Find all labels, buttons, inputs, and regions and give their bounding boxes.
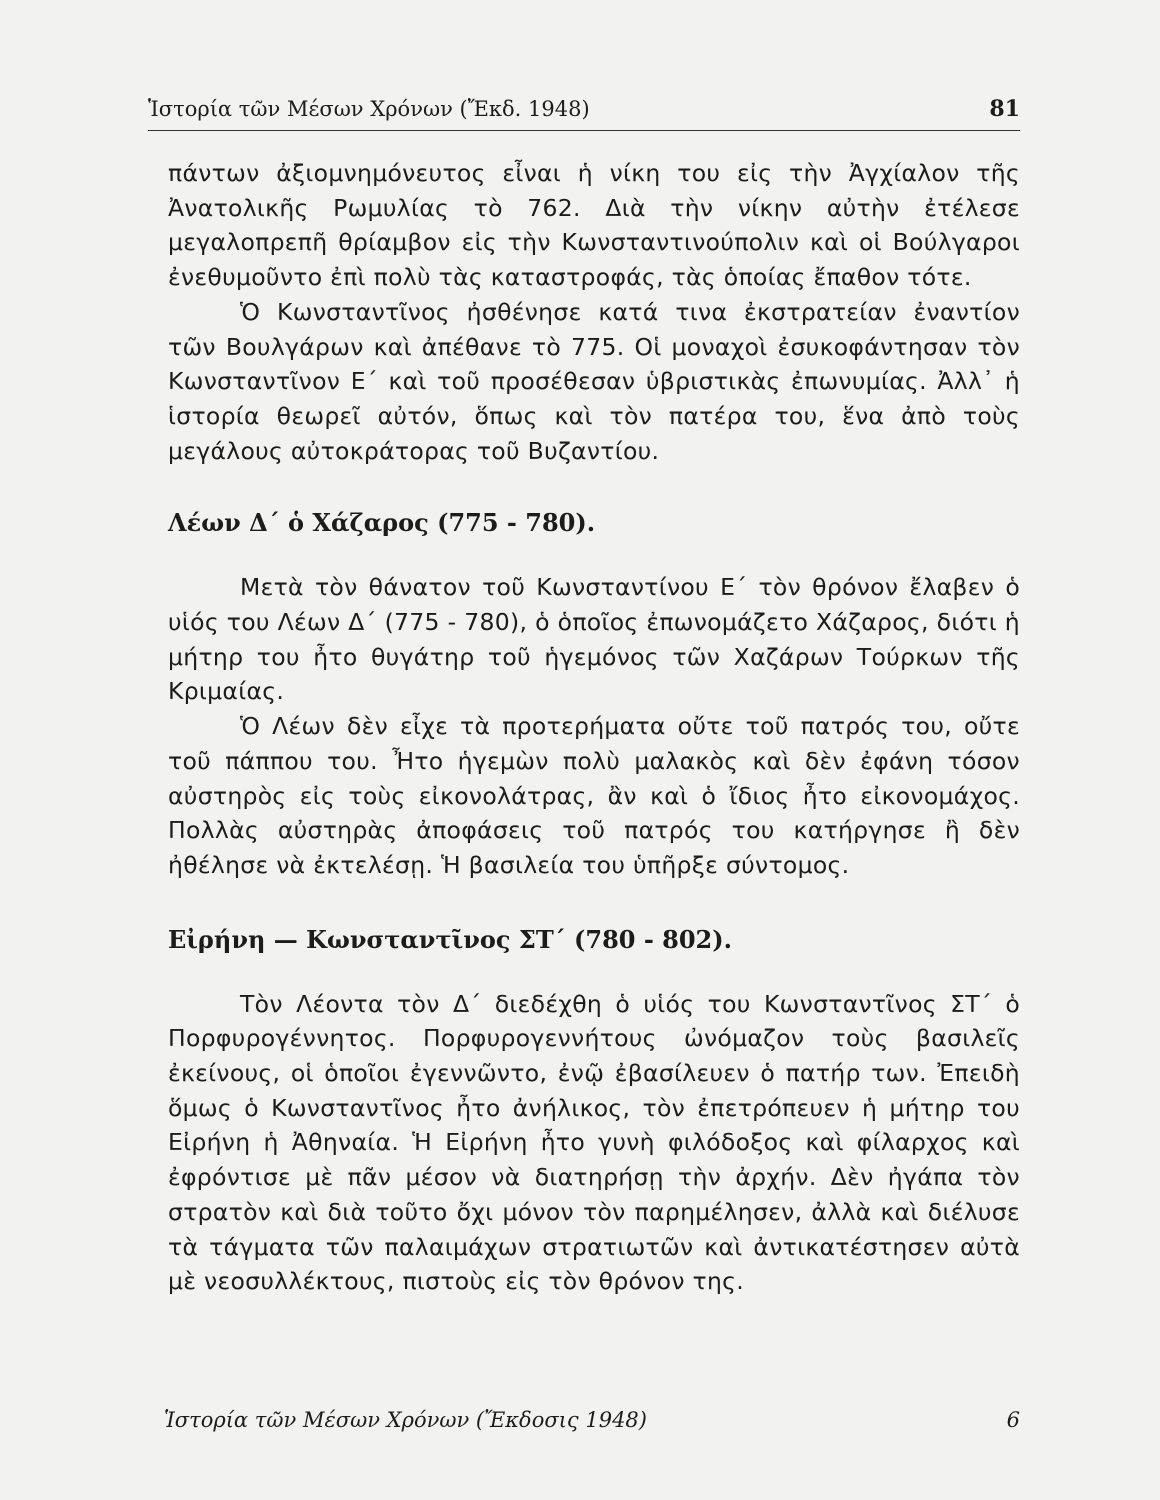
section-heading-leon: Λέων Δ΄ ὁ Χάζαρος (775 - 780). xyxy=(168,508,596,538)
running-header xyxy=(148,96,1020,131)
paragraph-5: Τὸν Λέοντα τὸν Δ΄ διεδέχθη ὁ υἱός του Κωνσταντῖνος ΣΤ΄ ὁ Πορφυρογέννητος. Πορφυρογεννήτους ὠνόμαζον τοὺς βασιλεῖς ἐκείνους, οἱ ὁποῖοι ἐγεννῶντο, ἐνῷ ἐβασίλευεν ὁ πατήρ των. Ἐπειδὴ ὅμως ὁ Κωνσταντῖνος ἦτο ἀνήλικος, τὸν ἐπετρόπευεν ἡ μήτηρ του Εἰρήνη ἡ Ἀθηναία. Ἡ Εἰρήνη ἦτο γυνὴ φιλόδοξος καὶ φίλαρχος καὶ ἐφρόντισε μὲ πᾶν μέσον νὰ διατηρήσῃ τὴν ἀρχήν. Δὲν ἠγάπα τὸν στρατὸν καὶ διὰ τοῦτο ὄχι μόνον τὸν παρημέλησεν, ἀλλὰ καὶ διέλυσε τὰ τάγματα τῶν παλαιμάχων στρατιωτῶν καὶ ἀντικατέστησεν αὐτὰ μὲ νεοσυλλέκτους, πιστοὺς εἰς τὸν θρόνον της. xyxy=(168,989,1020,1296)
page-number: 81 xyxy=(989,96,1020,122)
paragraph-4: Ὁ Λέων δὲν εἶχε τὰ προτερήματα οὔτε τοῦ πατρός του, οὔτε τοῦ πάππου του. Ἦτο ἡγεμὼν πολὺ μαλακὸς καὶ δὲν ἐφάνη τόσον αὐστηρὸς εἰς τοὺς εἰκονολάτρας, ἂν καὶ ὁ ἴδιος ἦτο εἰκονομάχος. Πολλὰς αὐστηρὰς ἀποφάσεις τοῦ πατρός του κατήργησε ἢ δὲν ἠθέλησε νὰ ἐκτελέσῃ. Ἡ βασιλεία του ὑπῆρξε σύντομος. xyxy=(168,712,1020,879)
running-title: Ἱστορία τῶν Μέσων Χρόνων (Ἔκδ. 1948) xyxy=(148,97,590,121)
page-footer xyxy=(164,1408,1020,1432)
section-heading-eirini: Εἰρήνη — Κωνσταντῖνος ΣΤ΄ (780 - 802). xyxy=(168,924,732,954)
paragraph-2: Ὁ Κωνσταντῖνος ἠσθένησε κατά τινα ἐκστρατείαν ἐναντίον τῶν Βουλγάρων καὶ ἀπέθανε τὸ 775. Οἱ μοναχοὶ ἐσυκοφάντησαν τὸν Κωνσταντῖνον Ε΄ καὶ τοῦ προσέθεσαν ὑβριστικὰς ἐπωνυμίας. Ἀλλ᾽ ἡ ἱστορία θεωρεῖ αὐτόν, ὅπως καὶ τὸν πατέρα του, ἕνα ἀπὸ τοὺς μεγάλους αὐτοκράτορας τοῦ Βυζαντίου. xyxy=(168,297,1020,465)
footer-book-title: Ἱστορία τῶν Μέσων Χρόνων (Ἔκδοσις 1948) xyxy=(164,1408,647,1432)
paragraph-3: Μετὰ τὸν θάνατον τοῦ Κωνσταντίνου Ε΄ τὸν θρόνον ἔλαβεν ὁ υἱός του Λέων Δ΄ (775 - 780), ὁ ὁποῖος ἐπωνομάζετο Χάζαρος, διότι ἡ μήτηρ του ἦτο θυγάτηρ τοῦ ἡγεμόνος τῶν Χαζάρων Τούρκων τῆς Κριμαίας. xyxy=(168,573,1020,706)
paragraph-1: πάντων ἀξιομνημόνευτος εἶναι ἡ νίκη του εἰς τὴν Ἀγχίαλον τῆς Ἀνατολικῆς Ρωμυλίας τὸ 762. Διὰ τὴν νίκην αὐτὴν ἐτέλεσε μεγαλοπρεπῆ θρίαμβον εἰς τὴν Κωνσταντινούπολιν καὶ οἱ Βούλγαροι ἐνεθυμοῦντο ἐπὶ πολὺ τὰς καταστροφάς, τὰς ὁποίας ἔπαθον τότε. xyxy=(168,159,1020,292)
page-body xyxy=(168,156,1020,1299)
signature-mark: 6 xyxy=(1006,1408,1020,1432)
